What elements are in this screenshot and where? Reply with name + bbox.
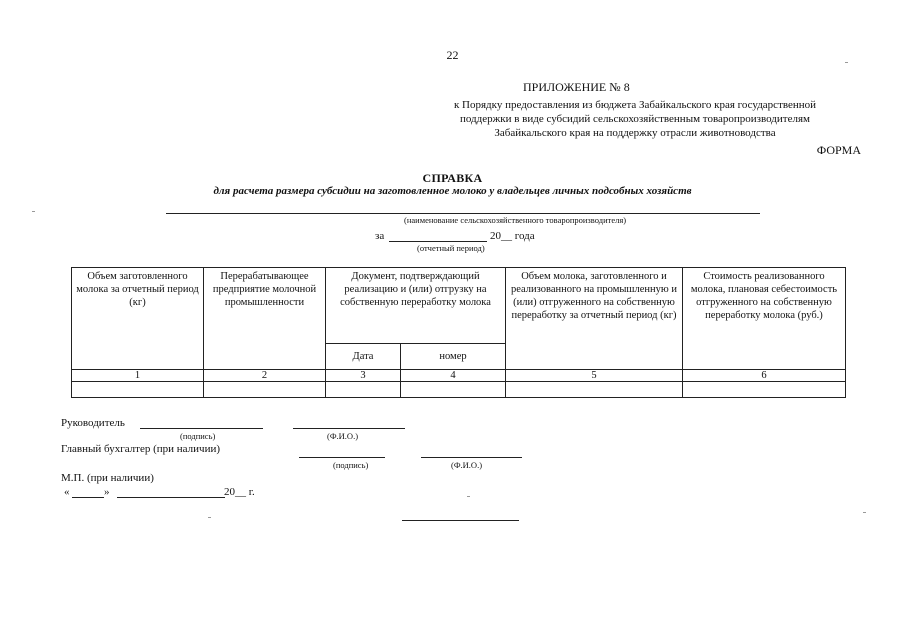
column-header: Объем заготовленного молока за отчетный период (кг)	[72, 268, 204, 370]
accountant-signature-label: Главный бухгалтер (при наличии)	[61, 443, 221, 455]
table-header-row	[72, 268, 846, 344]
head-signature-label: Руководитель	[61, 417, 125, 429]
subsidy-form-table	[71, 267, 846, 398]
table-cell	[326, 382, 401, 398]
date-quote-close: »	[104, 486, 110, 498]
scan-speck	[32, 211, 35, 212]
appendix-note-line: поддержки в виде субсидий сельскохозяйственным товаропроизводителям	[459, 113, 810, 125]
appendix-note-line: Забайкальского края на поддержку отрасли животноводства	[494, 127, 776, 139]
column-number: 5	[506, 370, 683, 382]
subcolumn-header-number: номер	[401, 344, 506, 370]
accountant-fio-line	[421, 457, 522, 458]
scan-speck	[863, 512, 866, 513]
form-label: ФОРМА	[816, 143, 861, 157]
table-cell	[683, 382, 846, 398]
document-title: СПРАВКА	[422, 171, 483, 185]
document-subtitle: для расчета размера субсидии на заготовленное молоко у владельцев личных подсобных хозяйств	[213, 185, 692, 197]
table-cell	[506, 382, 683, 398]
column-header: Перерабатывающее предприятие молочной промышленности	[204, 268, 326, 370]
producer-caption: (наименование сельскохозяйственного товаропроизводителя)	[404, 215, 627, 225]
column-number: 1	[72, 370, 204, 382]
column-number: 2	[204, 370, 326, 382]
column-number-row	[72, 370, 846, 382]
appendix-note	[400, 98, 870, 140]
head-sign-caption: (подпись)	[180, 431, 216, 441]
page-number: 22	[446, 48, 459, 62]
accountant-signature-line	[299, 457, 385, 458]
period-year: 20__ года	[490, 230, 535, 242]
scan-speck	[845, 62, 848, 63]
stamp-label: М.П. (при наличии)	[61, 472, 154, 484]
bottom-separator-line	[402, 520, 519, 521]
period-caption: (отчетный период)	[417, 243, 485, 253]
scan-speck	[467, 496, 470, 497]
accountant-sign-caption: (подпись)	[333, 460, 369, 470]
accountant-fio-caption: (Ф.И.О.)	[451, 460, 483, 470]
column-header: Стоимость реализованного молока, плановая себестоимость отгруженного на собственную переработку молока (руб.)	[683, 268, 846, 370]
table-cell	[401, 382, 506, 398]
column-header: Объем молока, заготовленного и реализованного на промышленную и (или) отгруженного на собственную переработку за отчетный период (кг)	[506, 268, 683, 370]
head-fio-caption: (Ф.И.О.)	[327, 431, 359, 441]
date-day-line	[72, 497, 104, 498]
subcolumn-header-date: Дата	[326, 344, 401, 370]
date-year: 20__ г.	[224, 486, 255, 498]
column-number: 3	[326, 370, 401, 382]
head-signature-line	[140, 428, 263, 429]
appendix-note-line: к Порядку предоставления из бюджета Забайкальского края государственной	[453, 99, 817, 111]
date-quote-open: «	[64, 486, 70, 498]
head-fio-line	[293, 428, 405, 429]
column-number: 4	[401, 370, 506, 382]
column-header: Документ, подтверждающий реализацию и (или) отгрузку на собственную переработку молока	[326, 268, 506, 344]
table-cell	[72, 382, 204, 398]
period-line	[389, 241, 487, 242]
table-cell	[204, 382, 326, 398]
period-label: за	[375, 230, 385, 242]
column-number: 6	[683, 370, 846, 382]
table-row	[72, 382, 846, 398]
scan-speck	[208, 517, 211, 518]
date-month-line	[117, 497, 225, 498]
appendix-title: ПРИЛОЖЕНИЕ № 8	[523, 80, 630, 94]
producer-name-line	[166, 213, 760, 214]
